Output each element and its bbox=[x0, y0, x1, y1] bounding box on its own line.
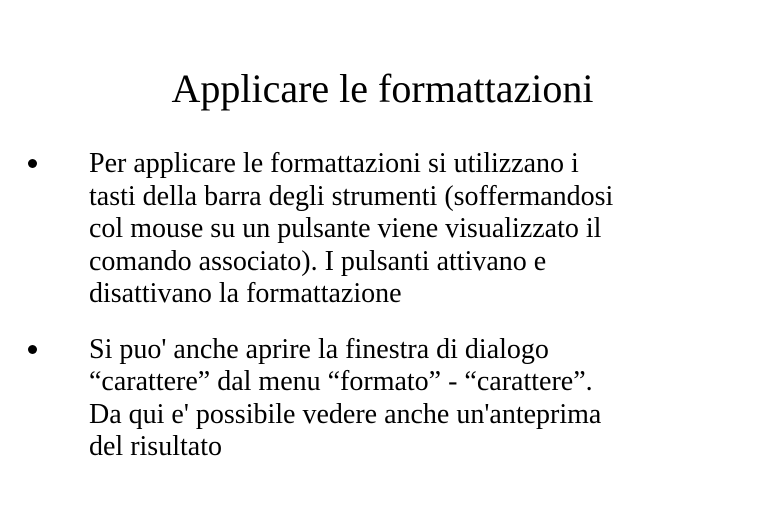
bullet-2-line-1: Si puo' anche aprire la finestra di dialogo bbox=[89, 333, 549, 365]
bullet-1-line-3: col mouse su un pulsante viene visualizzato il bbox=[89, 213, 602, 244]
bullet-item-1 bbox=[28, 148, 728, 311]
bullet-1-line-1: Per applicare le formattazioni si utilizzano i bbox=[89, 148, 579, 179]
bullet-1-line-4: comando associato). I pulsanti attivano e bbox=[89, 245, 547, 277]
bullet-2-line-3: Da qui e' possibile vedere anche un'anteprima bbox=[89, 398, 602, 430]
bullet-2-line-4: del risultato bbox=[89, 431, 222, 462]
bullet-1-line-2: tasti della barra degli strumenti (soffermandosi bbox=[89, 180, 614, 212]
bullet-2-line-2: “carattere” dal menu “formato” - “carattere”. bbox=[89, 366, 593, 397]
bullet-point-icon bbox=[28, 159, 37, 168]
bullet-list bbox=[28, 148, 728, 464]
bullet-1-line-5: disattivano la formattazione bbox=[89, 278, 402, 309]
bullet-item-2 bbox=[28, 334, 728, 464]
bullet-point-icon bbox=[28, 345, 37, 354]
slide-title: Applicare le formattazioni bbox=[171, 66, 594, 111]
